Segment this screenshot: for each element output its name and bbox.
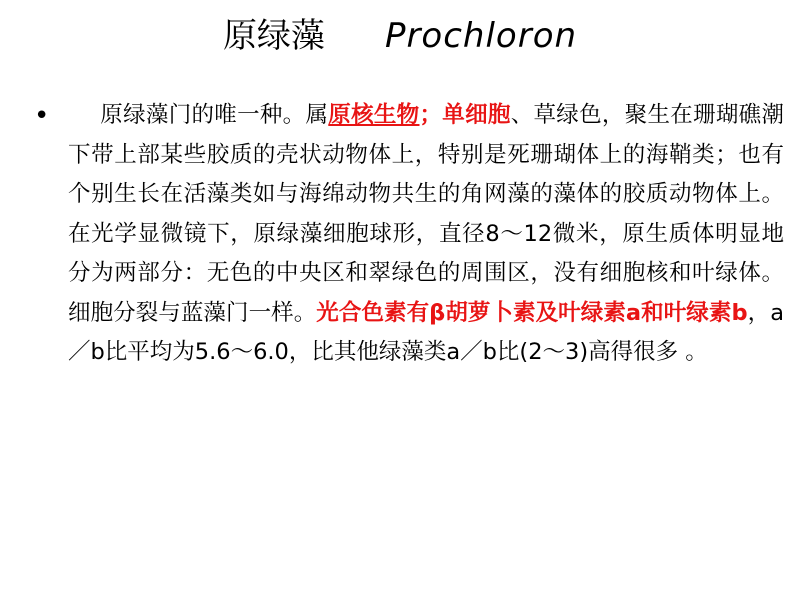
text-ratio: ，a／b比平均为5.6～6.0，比其他绿藻类a／b比(2～3)高得很多 。 [68, 299, 784, 365]
text-prokaryote-highlight: 原核生物 [328, 102, 420, 128]
slide-title [0, 12, 800, 60]
text-pigments-highlight: 光合色素有β胡萝卜素及叶绿素a和叶绿素b [316, 299, 748, 326]
bullet-icon: • [34, 101, 50, 131]
body-paragraph [68, 96, 784, 373]
text-description: 、草绿色，聚生在珊瑚礁潮下带上部某些胶质的壳状动物体上，特别是死珊瑚体上的海鞘类；也有个别生长在活藻类如与海绵动物共生的角网藻的藻体的胶质动物体上。在光学显微镜下，原绿藻细胞球形，直径8～12微米，原生质体明显地分为两部分：无色的中央区和翠绿色的周围区，没有细胞核和叶绿体。细胞分裂与蓝藻门一样。 [68, 102, 784, 326]
text-intro: 原绿藻门的唯一种。属 [100, 102, 329, 128]
title-latin: Prochloron [384, 16, 578, 56]
text-unicellular-highlight: ；单细胞 [419, 102, 511, 128]
title-chinese: 原绿藻 [222, 16, 325, 56]
